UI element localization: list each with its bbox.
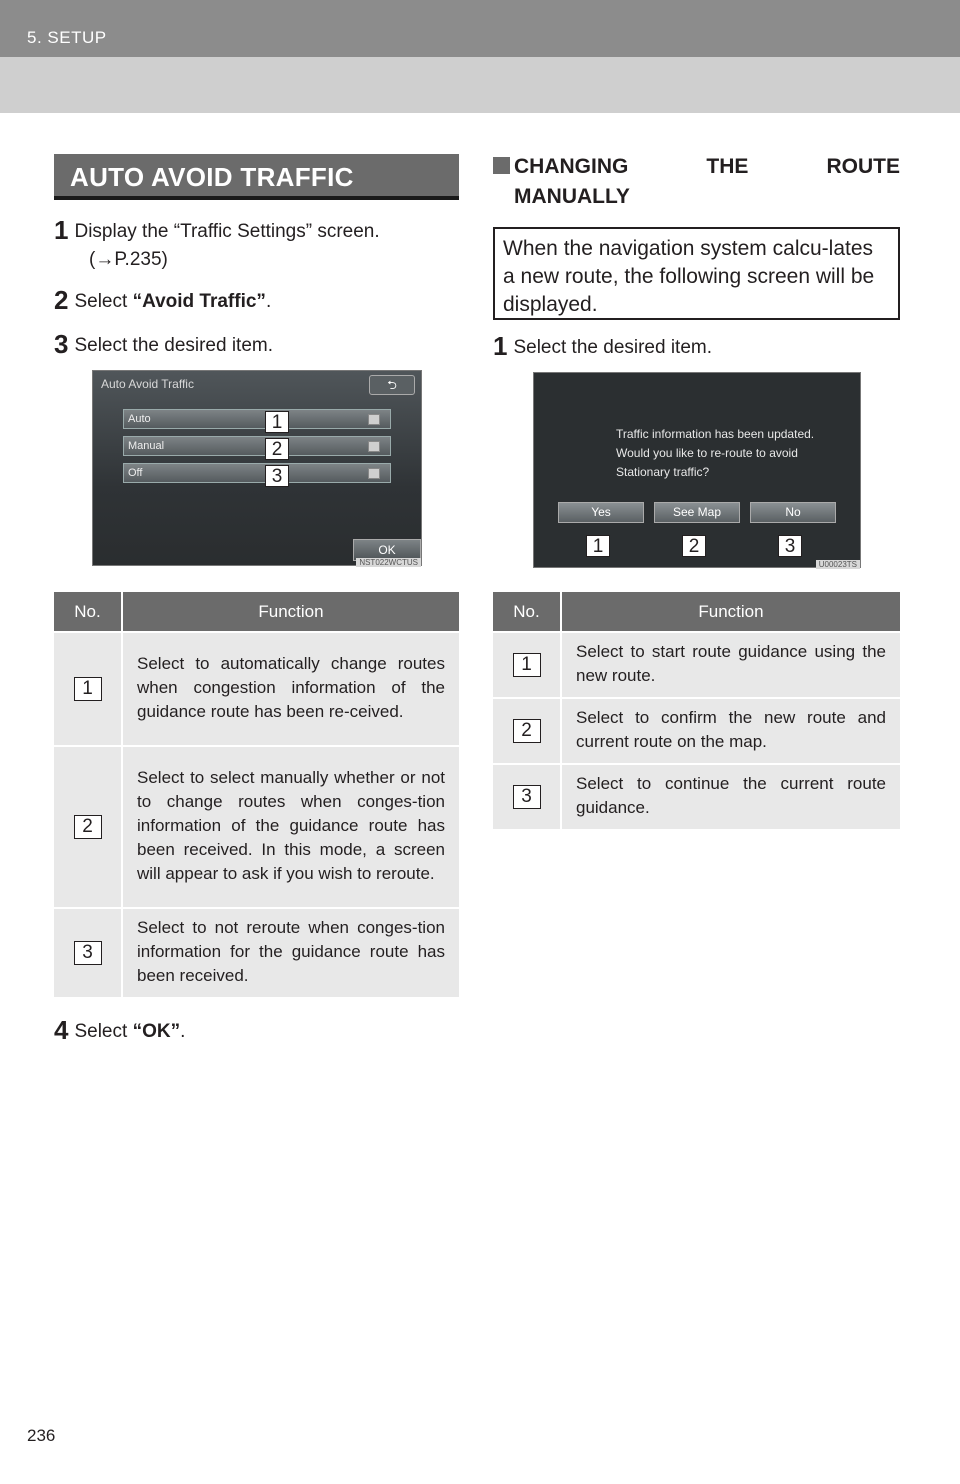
subheading-word-3: ROUTE: [826, 155, 900, 178]
option-manual[interactable]: [123, 436, 391, 456]
option-label: Auto: [128, 413, 151, 425]
dialog-message: [616, 425, 814, 482]
header-band: [0, 0, 960, 57]
subheading-word-2: THE: [706, 155, 749, 178]
function-table-right: [493, 592, 900, 831]
number-box: 2: [74, 815, 102, 839]
step-text-suffix: .: [265, 291, 272, 312]
marker-1: 1: [265, 411, 289, 433]
step-text: Select: [74, 291, 133, 312]
image-code: NST022WCTUS: [356, 558, 421, 567]
message-line: Would you like to re-route to avoid: [616, 446, 798, 460]
subheading: [493, 152, 900, 212]
number-box: 3: [74, 941, 102, 965]
message-line: Stationary traffic?: [616, 465, 710, 479]
square-bullet-icon: [493, 157, 510, 174]
page-number: 236: [27, 1426, 56, 1445]
back-button[interactable]: ⮌: [369, 375, 415, 395]
check-icon: [368, 441, 380, 452]
yes-button[interactable]: Yes: [558, 502, 644, 523]
row-function: Select to continue the current route guidance.: [561, 764, 900, 830]
step-3: [54, 330, 273, 360]
step-text: Select: [74, 1021, 133, 1042]
check-icon: [368, 414, 380, 425]
marker-3: 3: [778, 535, 802, 557]
row-function: Select to automatically change routes when congestion information of the guidance route has been re-ceived.: [122, 632, 459, 746]
table-row: [493, 698, 900, 764]
number-box: 1: [74, 677, 102, 701]
number-box: 3: [513, 785, 541, 809]
row-number: [54, 908, 122, 998]
step-1: [54, 216, 459, 274]
table-row: [54, 908, 459, 998]
step-number: 1: [54, 215, 69, 245]
table-row: [493, 764, 900, 830]
table-row: [54, 632, 459, 746]
step-1-right: [493, 332, 712, 362]
function-table-left: [54, 592, 459, 999]
step-number: 4: [54, 1015, 69, 1045]
step-4: [54, 1016, 185, 1046]
ok-button[interactable]: OK: [353, 539, 421, 561]
table-row: [493, 632, 900, 698]
marker-2: 2: [682, 535, 706, 557]
reroute-dialog-screenshot: [533, 372, 861, 568]
marker-1: 1: [586, 535, 610, 557]
auto-avoid-traffic-screenshot: [92, 370, 422, 566]
option-off[interactable]: [123, 463, 391, 483]
subheading-word-1: [493, 152, 628, 182]
info-box: When the navigation system calcu-lates a new route, the following screen will be displayed.: [493, 227, 900, 320]
step-reference: (→P.235): [89, 249, 168, 270]
row-number: [54, 746, 122, 908]
step-text: Select the desired item.: [513, 337, 713, 358]
row-function: Select to select manually whether or not to change routes when conges-tion information of the guidance route has been received. In this mode, a screen will appear to ask if you wish to reroute.: [122, 746, 459, 908]
left-column: [54, 154, 459, 1045]
step-text: Select the desired item.: [74, 335, 274, 356]
step-bold-label: “OK”: [132, 1021, 181, 1042]
marker-2: 2: [265, 438, 289, 460]
step-text: Display the “Traffic Settings” screen.: [74, 221, 380, 242]
step-number: 2: [54, 285, 69, 315]
message-line: Traffic information has been updated.: [616, 427, 815, 441]
row-function: Select to start route guidance using the new route.: [561, 632, 900, 698]
subheading-line1: [493, 152, 900, 182]
option-label: Manual: [128, 440, 165, 452]
row-number: [493, 698, 561, 764]
col-header-no: No.: [54, 592, 122, 632]
table-row: [54, 746, 459, 908]
step-text-suffix: .: [180, 1021, 186, 1042]
row-function: Select to confirm the new route and current route on the map.: [561, 698, 900, 764]
check-icon: [368, 468, 380, 479]
step-number: 3: [54, 329, 69, 359]
col-header-function: Function: [122, 592, 459, 632]
number-box: 1: [513, 653, 541, 677]
chapter-title: 5. SETUP: [27, 28, 107, 47]
section-heading: AUTO AVOID TRAFFIC: [54, 154, 459, 200]
step-2: [54, 286, 271, 316]
option-label: Off: [128, 467, 143, 479]
col-header-function: Function: [561, 592, 900, 632]
row-number: [493, 632, 561, 698]
option-auto[interactable]: [123, 409, 391, 429]
screen-title: Auto Avoid Traffic: [101, 377, 194, 391]
subheading-word-text: CHANGING: [514, 155, 629, 178]
marker-3: 3: [265, 465, 289, 487]
number-box: 2: [513, 719, 541, 743]
step-bold-label: “Avoid Traffic”: [132, 291, 266, 312]
image-code: U00023TS: [816, 560, 860, 569]
see-map-button[interactable]: See Map: [654, 502, 740, 523]
no-button[interactable]: No: [750, 502, 836, 523]
header-subband: [0, 57, 960, 113]
step-number: 1: [493, 331, 508, 361]
subheading-line2: MANUALLY: [514, 185, 630, 208]
row-number: [493, 764, 561, 830]
row-function: Select to not reroute when conges-tion information for the guidance route has been received.: [122, 908, 459, 998]
right-column: [493, 152, 900, 817]
col-header-no: No.: [493, 592, 561, 632]
row-number: [54, 632, 122, 746]
